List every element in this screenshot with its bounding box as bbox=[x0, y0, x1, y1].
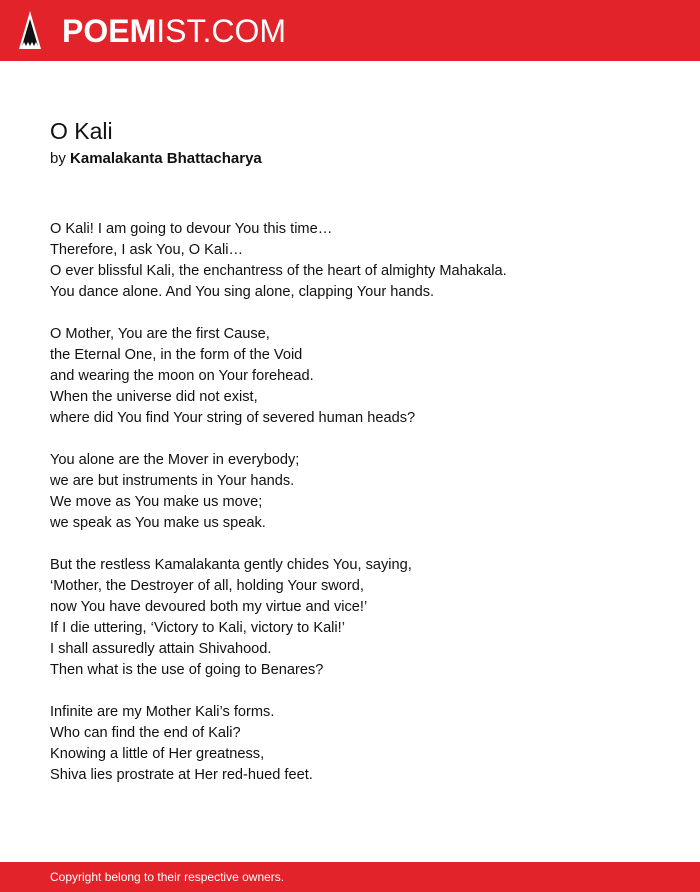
copyright-text: Copyright belong to their respective owners. bbox=[50, 870, 285, 884]
poem-line: We move as You make us move; bbox=[50, 494, 263, 510]
stanza bbox=[50, 219, 670, 303]
poem-line: and wearing the moon on Your forehead. bbox=[50, 368, 314, 384]
poem-line: we are but instruments in Your hands. bbox=[50, 473, 295, 489]
poem-line: Therefore, I ask You, O Kali… bbox=[50, 242, 244, 258]
poem-line: When the universe did not exist, bbox=[50, 389, 258, 405]
poem-line: O Kali! I am going to devour You this time… bbox=[50, 221, 333, 237]
poem-line: Knowing a little of Her greatness, bbox=[50, 746, 265, 762]
poem-line: Infinite are my Mother Kali’s forms. bbox=[50, 704, 275, 720]
poem-line: O ever blissful Kali, the enchantress of the heart of almighty Mahakala. bbox=[50, 263, 507, 279]
byline bbox=[50, 149, 262, 169]
poem-line: we speak as You make us speak. bbox=[50, 515, 266, 531]
poem-line: Shiva lies prostrate at Her red-hued feet. bbox=[50, 767, 313, 783]
poem-line: where did You find Your string of severed human heads? bbox=[50, 410, 416, 426]
poem-body bbox=[50, 219, 670, 807]
stanza bbox=[50, 702, 670, 786]
pencil-tip-icon[interactable] bbox=[18, 10, 42, 50]
poem-line: the Eternal One, in the form of the Void bbox=[50, 347, 303, 363]
site-logo[interactable] bbox=[62, 11, 286, 51]
poem-line: Who can find the end of Kali? bbox=[50, 725, 241, 741]
poem-line: Then what is the use of going to Benares? bbox=[50, 662, 324, 678]
poem-title: O Kali bbox=[50, 118, 113, 144]
poem-line: now You have devoured both my virtue and vice!’ bbox=[50, 599, 368, 615]
logo-light-text: IST.COM bbox=[156, 13, 287, 49]
logo-bold-text: POEM bbox=[62, 13, 157, 49]
site-footer bbox=[0, 862, 700, 892]
by-label: by bbox=[50, 150, 66, 167]
stanza bbox=[50, 555, 670, 681]
poem-line: O Mother, You are the first Cause, bbox=[50, 326, 270, 342]
poem-line: ‘Mother, the Destroyer of all, holding Your sword, bbox=[50, 578, 364, 594]
poem-line: If I die uttering, ‘Victory to Kali, victory to Kali!’ bbox=[50, 620, 345, 636]
author-name[interactable]: Kamalakanta Bhattacharya bbox=[70, 150, 262, 167]
poem-line: You alone are the Mover in everybody; bbox=[50, 452, 300, 468]
site-header bbox=[0, 0, 700, 61]
poem-line: I shall assuredly attain Shivahood. bbox=[50, 641, 272, 657]
poem-line: You dance alone. And You sing alone, clapping Your hands. bbox=[50, 284, 435, 300]
poem-line: But the restless Kamalakanta gently chides You, saying, bbox=[50, 557, 412, 573]
stanza bbox=[50, 450, 670, 534]
stanza bbox=[50, 324, 670, 429]
